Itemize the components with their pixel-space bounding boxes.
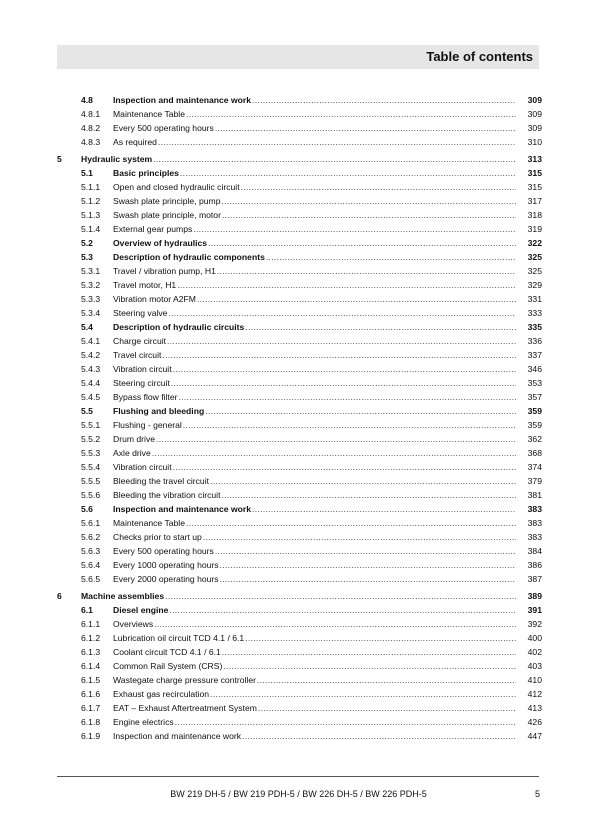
toc-entry-number: 5.1.4 (81, 224, 101, 234)
toc-entry-row[interactable] (57, 264, 542, 278)
toc-entry-page: 359 (527, 420, 542, 430)
toc-entry-row[interactable] (57, 278, 542, 292)
toc-entry-title-group (113, 617, 520, 631)
footer-divider (57, 776, 539, 777)
toc-dot-leader (217, 264, 516, 278)
toc-entry-title: Exhaust gas recirculation (113, 689, 210, 699)
toc-entry-number: 6.1.3 (81, 647, 101, 657)
toc-entry-title: Coolant circuit TCD 4.1 / 6.1 (113, 647, 221, 657)
toc-dot-leader (167, 334, 516, 348)
toc-dot-leader (210, 474, 516, 488)
toc-dot-leader (175, 715, 516, 729)
toc-entry-page: 325 (527, 266, 542, 276)
toc-dot-leader (186, 107, 516, 121)
toc-entry-title: Common Rail System (CRS) (113, 661, 223, 671)
toc-entry-title-group (113, 701, 520, 715)
toc-entry-page: 337 (527, 350, 542, 360)
footer-model-names: BW 219 DH-5 / BW 219 PDH-5 / BW 226 DH-5 / BW 226 PDH-5 (170, 789, 427, 799)
toc-entry-number: 6.1.1 (81, 619, 101, 629)
toc-entry-row[interactable] (57, 701, 542, 715)
toc-entry-page: 413 (527, 703, 542, 713)
toc-entry-number: 5.1.3 (81, 210, 101, 220)
toc-entry-title: Axle drive (113, 448, 151, 458)
toc-chapter-row[interactable] (57, 152, 542, 166)
toc-entry-page: 315 (527, 168, 542, 178)
toc-entry-title: EAT – Exhaust Aftertreatment System (113, 703, 257, 713)
toc-entry-title: Diesel engine (113, 605, 169, 615)
toc-entry-number: 6.1.5 (81, 675, 101, 685)
toc-entry-title: Lubrication oil circuit TCD 4.1 / 6.1 (113, 633, 245, 643)
toc-dot-leader (215, 544, 516, 558)
toc-entry-page: 359 (527, 406, 542, 416)
toc-entry-title: Open and closed hydraulic circuit (113, 182, 240, 192)
toc-entry-number: 5.4.3 (81, 364, 101, 374)
toc-entry-page: 309 (527, 123, 542, 133)
toc-dot-leader (152, 446, 516, 460)
toc-entry-title: Overviews (113, 619, 154, 629)
toc-entry-title: Flushing - general (113, 420, 182, 430)
toc-entry-row[interactable] (57, 334, 542, 348)
toc-dot-leader (266, 250, 516, 264)
toc-entry-number: 5.5.3 (81, 448, 101, 458)
toc-entry-title-group (81, 589, 520, 603)
toc-entry-row[interactable] (57, 558, 542, 572)
toc-entry-number: 5.6.2 (81, 532, 101, 542)
toc-dot-leader (241, 180, 516, 194)
toc-entry-title: Engine electrics (113, 717, 174, 727)
toc-dot-leader (173, 460, 516, 474)
toc-entry-title: Wastegate charge pressure controller (113, 675, 256, 685)
toc-entry-number: 5.4 (81, 322, 93, 332)
toc-entry-title-group (113, 334, 520, 348)
toc-entry-row[interactable] (57, 460, 542, 474)
toc-entry-number: 6.1 (81, 605, 93, 615)
toc-entry-title-group (113, 404, 520, 418)
toc-entry-number: 5.1 (81, 168, 93, 178)
toc-entry-title-group (113, 236, 520, 250)
toc-entry-title: Description of hydraulic circuits (113, 322, 245, 332)
toc-dot-leader (252, 502, 516, 516)
toc-dot-leader (221, 194, 516, 208)
toc-entry-title: Every 2000 operating hours (113, 574, 219, 584)
toc-entry-page: 392 (527, 619, 542, 629)
toc-entry-row[interactable] (57, 516, 542, 530)
toc-entry-title-group (113, 121, 520, 135)
toc-entry-page: 309 (527, 95, 542, 105)
toc-entry-page: 412 (527, 689, 542, 699)
toc-entry-row[interactable] (57, 250, 542, 264)
toc-entry-number: 4.8.1 (81, 109, 101, 119)
toc-entry-number: 5.3.4 (81, 308, 101, 318)
toc-dot-leader (169, 603, 516, 617)
toc-entry-title-group (81, 152, 520, 166)
toc-entry-title-group (113, 687, 520, 701)
toc-entry-page: 322 (527, 238, 542, 248)
toc-entry-title-group (113, 166, 520, 180)
toc-entry-page: 383 (527, 504, 542, 514)
toc-entry-page: 335 (527, 322, 542, 332)
toc-dot-leader (242, 729, 516, 743)
toc-dot-leader (210, 687, 516, 701)
toc-entry-page: 317 (527, 196, 542, 206)
toc-entry-row[interactable] (57, 687, 542, 701)
toc-entry-number: 5.6.1 (81, 518, 101, 528)
toc-entry-title-group (113, 222, 520, 236)
toc-entry-title: Inspection and maintenance work (113, 731, 242, 741)
toc-dot-leader (183, 418, 516, 432)
toc-entry-page: 368 (527, 448, 542, 458)
toc-entry-title-group (113, 306, 520, 320)
toc-entry-page: 402 (527, 647, 542, 657)
toc-entry-row[interactable] (57, 603, 542, 617)
toc-dot-leader (258, 701, 516, 715)
toc-entry-title: Drum drive (113, 434, 156, 444)
toc-entry-page: 426 (527, 717, 542, 727)
toc-entry-row[interactable] (57, 362, 542, 376)
toc-entry-page: 410 (527, 675, 542, 685)
toc-entry-row[interactable] (57, 617, 542, 631)
toc-entry-number: 5.5.1 (81, 420, 101, 430)
toc-entry-title: Every 500 operating hours (113, 123, 214, 133)
toc-entry-title: Maintenance Table (113, 109, 185, 119)
toc-dot-leader (222, 208, 516, 222)
toc-entry-row[interactable] (57, 715, 542, 729)
toc-entry-title: External gear pumps (113, 224, 193, 234)
toc-entry-title-group (113, 320, 520, 334)
toc-entry-row[interactable] (57, 645, 542, 659)
toc-entry-title: Bleeding the vibration circuit (113, 490, 221, 500)
toc-entry-page: 325 (527, 252, 542, 262)
toc-entry-page: 379 (527, 476, 542, 486)
toc-entry-number: 4.8 (81, 95, 93, 105)
toc-entry-row[interactable] (57, 292, 542, 306)
toc-entry-title-group (113, 474, 520, 488)
toc-entry-title-group (113, 673, 520, 687)
toc-entry-title-group (113, 93, 520, 107)
toc-entry-page: 315 (527, 182, 542, 192)
toc-entry-page: 389 (527, 591, 542, 601)
toc-entry-page: 381 (527, 490, 542, 500)
toc-entry-title: Maintenance Table (113, 518, 185, 528)
toc-dot-leader (208, 236, 516, 250)
toc-entry-number: 5.4.1 (81, 336, 101, 346)
toc-entry-row[interactable] (57, 673, 542, 687)
toc-entry-page: 383 (527, 518, 542, 528)
toc-entry-number: 6.1.9 (81, 731, 101, 741)
toc-entry-title-group (113, 362, 520, 376)
toc-entry-number: 5.4.2 (81, 350, 101, 360)
toc-dot-leader (252, 93, 516, 107)
toc-entry-number: 4.8.2 (81, 123, 101, 133)
toc-entry-page: 333 (527, 308, 542, 318)
toc-entry-title-group (113, 107, 520, 121)
toc-dot-leader (223, 659, 516, 673)
toc-entry-row[interactable] (57, 404, 542, 418)
toc-entry-number: 5.3.3 (81, 294, 101, 304)
toc-entry-title-group (113, 488, 520, 502)
toc-entry-number: 5.3.1 (81, 266, 101, 276)
toc-dot-leader (221, 488, 516, 502)
toc-dot-leader (171, 376, 516, 390)
toc-entry-title: Flushing and bleeding (113, 406, 205, 416)
toc-entry-row[interactable] (57, 502, 542, 516)
toc-entry-title: Machine assemblies (81, 591, 165, 601)
toc-entry-title: Steering circuit (113, 378, 170, 388)
toc-dot-leader (154, 617, 516, 631)
toc-dot-leader (197, 292, 516, 306)
toc-entry-number: 5.5.2 (81, 434, 101, 444)
toc-entry-row[interactable] (57, 194, 542, 208)
toc-entry-page: 374 (527, 462, 542, 472)
footer-page-number: 5 (534, 789, 540, 799)
toc-dot-leader (245, 320, 516, 334)
toc-entry-title-group (113, 502, 520, 516)
toc-entry-number: 5.5.5 (81, 476, 101, 486)
toc-entry-row[interactable] (57, 208, 542, 222)
toc-entry-title-group (113, 659, 520, 673)
toc-entry-number: 5.4.4 (81, 378, 101, 388)
toc-entry-row[interactable] (57, 93, 542, 107)
toc-entry-row[interactable] (57, 222, 542, 236)
toc-entry-number: 6.1.8 (81, 717, 101, 727)
toc-entry-page: 447 (527, 731, 542, 741)
toc-entry-number: 5.5.4 (81, 462, 101, 472)
toc-entry-title-group (113, 572, 520, 586)
toc-entry-title-group (113, 135, 520, 149)
toc-entry-title: Vibration motor A2FM (113, 294, 196, 304)
toc-entry-page: 329 (527, 280, 542, 290)
toc-entry-title: Hydraulic system (81, 154, 153, 164)
toc-entry-number: 5.4.5 (81, 392, 101, 402)
toc-entry-number: 5.6.3 (81, 546, 101, 556)
toc-entry-title: Travel circuit (113, 350, 162, 360)
toc-dot-leader (165, 589, 516, 603)
toc-entry-title-group (113, 348, 520, 362)
toc-entry-title: Description of hydraulic components (113, 252, 265, 262)
toc-dot-leader (222, 645, 516, 659)
header-bar (57, 45, 539, 69)
toc-entry-row[interactable] (57, 544, 542, 558)
toc-entry-page: 336 (527, 336, 542, 346)
page-title: Table of contents (426, 49, 533, 64)
toc-entry-row[interactable] (57, 135, 542, 149)
toc-entry-number: 6 (57, 591, 62, 601)
toc-entry-title-group (113, 418, 520, 432)
table-of-contents (57, 93, 542, 743)
toc-entry-number: 6.1.4 (81, 661, 101, 671)
toc-entry-row[interactable] (57, 376, 542, 390)
toc-entry-title: Bleeding the travel circuit (113, 476, 210, 486)
toc-entry-page: 387 (527, 574, 542, 584)
toc-entry-title-group (113, 460, 520, 474)
toc-entry-title-group (113, 516, 520, 530)
toc-dot-leader (158, 135, 516, 149)
toc-entry-title-group (113, 292, 520, 306)
toc-entry-title-group (113, 544, 520, 558)
toc-entry-page: 384 (527, 546, 542, 556)
toc-entry-number: 5.5.6 (81, 490, 101, 500)
toc-dot-leader (215, 121, 516, 135)
toc-entry-title: As required (113, 137, 157, 147)
toc-entry-number: 5.5 (81, 406, 93, 416)
toc-entry-row[interactable] (57, 631, 542, 645)
toc-entry-title-group (113, 645, 520, 659)
toc-entry-title: Checks prior to start up (113, 532, 202, 542)
toc-entry-page: 386 (527, 560, 542, 570)
toc-entry-number: 6.1.2 (81, 633, 101, 643)
toc-entry-title: Swash plate principle, motor (113, 210, 221, 220)
toc-dot-leader (178, 390, 516, 404)
toc-dot-leader (220, 572, 516, 586)
toc-entry-row[interactable] (57, 530, 542, 544)
toc-entry-page: 353 (527, 378, 542, 388)
toc-entry-title: Vibration circuit (113, 364, 172, 374)
toc-entry-title-group (113, 180, 520, 194)
toc-entry-row[interactable] (57, 236, 542, 250)
toc-entry-title-group (113, 250, 520, 264)
toc-entry-number: 5.2 (81, 238, 93, 248)
toc-entry-row[interactable] (57, 166, 542, 180)
toc-entry-page: 309 (527, 109, 542, 119)
toc-entry-row[interactable] (57, 729, 542, 743)
toc-entry-title: Overview of hydraulics (113, 238, 208, 248)
toc-dot-leader (203, 530, 516, 544)
toc-entry-page: 313 (527, 154, 542, 164)
toc-entry-number: 6.1.7 (81, 703, 101, 713)
toc-entry-row[interactable] (57, 348, 542, 362)
toc-entry-number: 4.8.3 (81, 137, 101, 147)
toc-entry-title: Charge circuit (113, 336, 167, 346)
toc-entry-title-group (113, 530, 520, 544)
toc-entry-title-group (113, 715, 520, 729)
toc-entry-number: 6.1.6 (81, 689, 101, 699)
toc-entry-row[interactable] (57, 432, 542, 446)
toc-entry-title-group (113, 278, 520, 292)
toc-entry-number: 5.3.2 (81, 280, 101, 290)
toc-entry-title: Inspection and maintenance work (113, 504, 252, 514)
toc-dot-leader (180, 166, 516, 180)
toc-dot-leader (205, 404, 516, 418)
toc-entry-page: 331 (527, 294, 542, 304)
toc-entry-page: 403 (527, 661, 542, 671)
toc-entry-page: 357 (527, 392, 542, 402)
toc-dot-leader (193, 222, 516, 236)
toc-entry-title-group (113, 729, 520, 743)
toc-entry-row[interactable] (57, 488, 542, 502)
toc-entry-title: Travel / vibration pump, H1 (113, 266, 216, 276)
toc-entry-number: 5.6.4 (81, 560, 101, 570)
toc-entry-title: Inspection and maintenance work (113, 95, 252, 105)
toc-entry-title-group (113, 390, 520, 404)
toc-dot-leader (156, 432, 516, 446)
toc-dot-leader (162, 348, 516, 362)
toc-dot-leader (177, 278, 516, 292)
toc-entry-title: Vibration circuit (113, 462, 172, 472)
toc-chapter-row[interactable] (57, 589, 542, 603)
toc-entry-title: Swash plate principle, pump (113, 196, 221, 206)
toc-entry-title: Steering valve (113, 308, 168, 318)
toc-entry-title: Travel motor, H1 (113, 280, 177, 290)
toc-dot-leader (186, 516, 516, 530)
toc-entry-page: 391 (527, 605, 542, 615)
toc-entry-row[interactable] (57, 390, 542, 404)
toc-entry-title: Bypass flow filter (113, 392, 178, 402)
toc-entry-row[interactable] (57, 572, 542, 586)
toc-entry-title-group (113, 264, 520, 278)
toc-entry-row[interactable] (57, 659, 542, 673)
toc-entry-page: 362 (527, 434, 542, 444)
toc-entry-title: Every 1000 operating hours (113, 560, 219, 570)
toc-entry-page: 400 (527, 633, 542, 643)
toc-entry-title-group (113, 432, 520, 446)
toc-entry-title-group (113, 376, 520, 390)
toc-entry-page: 346 (527, 364, 542, 374)
toc-entry-number: 5.1.2 (81, 196, 101, 206)
toc-entry-row[interactable] (57, 446, 542, 460)
toc-entry-title-group (113, 558, 520, 572)
toc-entry-page: 318 (527, 210, 542, 220)
toc-entry-page: 383 (527, 532, 542, 542)
toc-entry-row[interactable] (57, 418, 542, 432)
toc-entry-number: 5.6 (81, 504, 93, 514)
toc-dot-leader (173, 362, 516, 376)
toc-entry-number: 5.6.5 (81, 574, 101, 584)
toc-entry-row[interactable] (57, 107, 542, 121)
toc-entry-title-group (113, 208, 520, 222)
toc-entry-row[interactable] (57, 180, 542, 194)
toc-entry-title-group (113, 603, 520, 617)
toc-dot-leader (220, 558, 516, 572)
toc-entry-page: 310 (527, 137, 542, 147)
toc-entry-number: 5 (57, 154, 62, 164)
toc-dot-leader (153, 152, 516, 166)
toc-dot-leader (257, 673, 516, 687)
toc-entry-row[interactable] (57, 306, 542, 320)
toc-entry-title-group (113, 194, 520, 208)
toc-entry-title: Every 500 operating hours (113, 546, 214, 556)
toc-dot-leader (168, 306, 516, 320)
toc-entry-number: 5.3 (81, 252, 93, 262)
toc-entry-title-group (113, 446, 520, 460)
toc-entry-row[interactable] (57, 320, 542, 334)
toc-entry-row[interactable] (57, 121, 542, 135)
toc-entry-title-group (113, 631, 520, 645)
toc-entry-title: Basic principles (113, 168, 179, 178)
toc-entry-row[interactable] (57, 474, 542, 488)
toc-entry-number: 5.1.1 (81, 182, 101, 192)
toc-dot-leader (245, 631, 516, 645)
toc-entry-page: 319 (527, 224, 542, 234)
